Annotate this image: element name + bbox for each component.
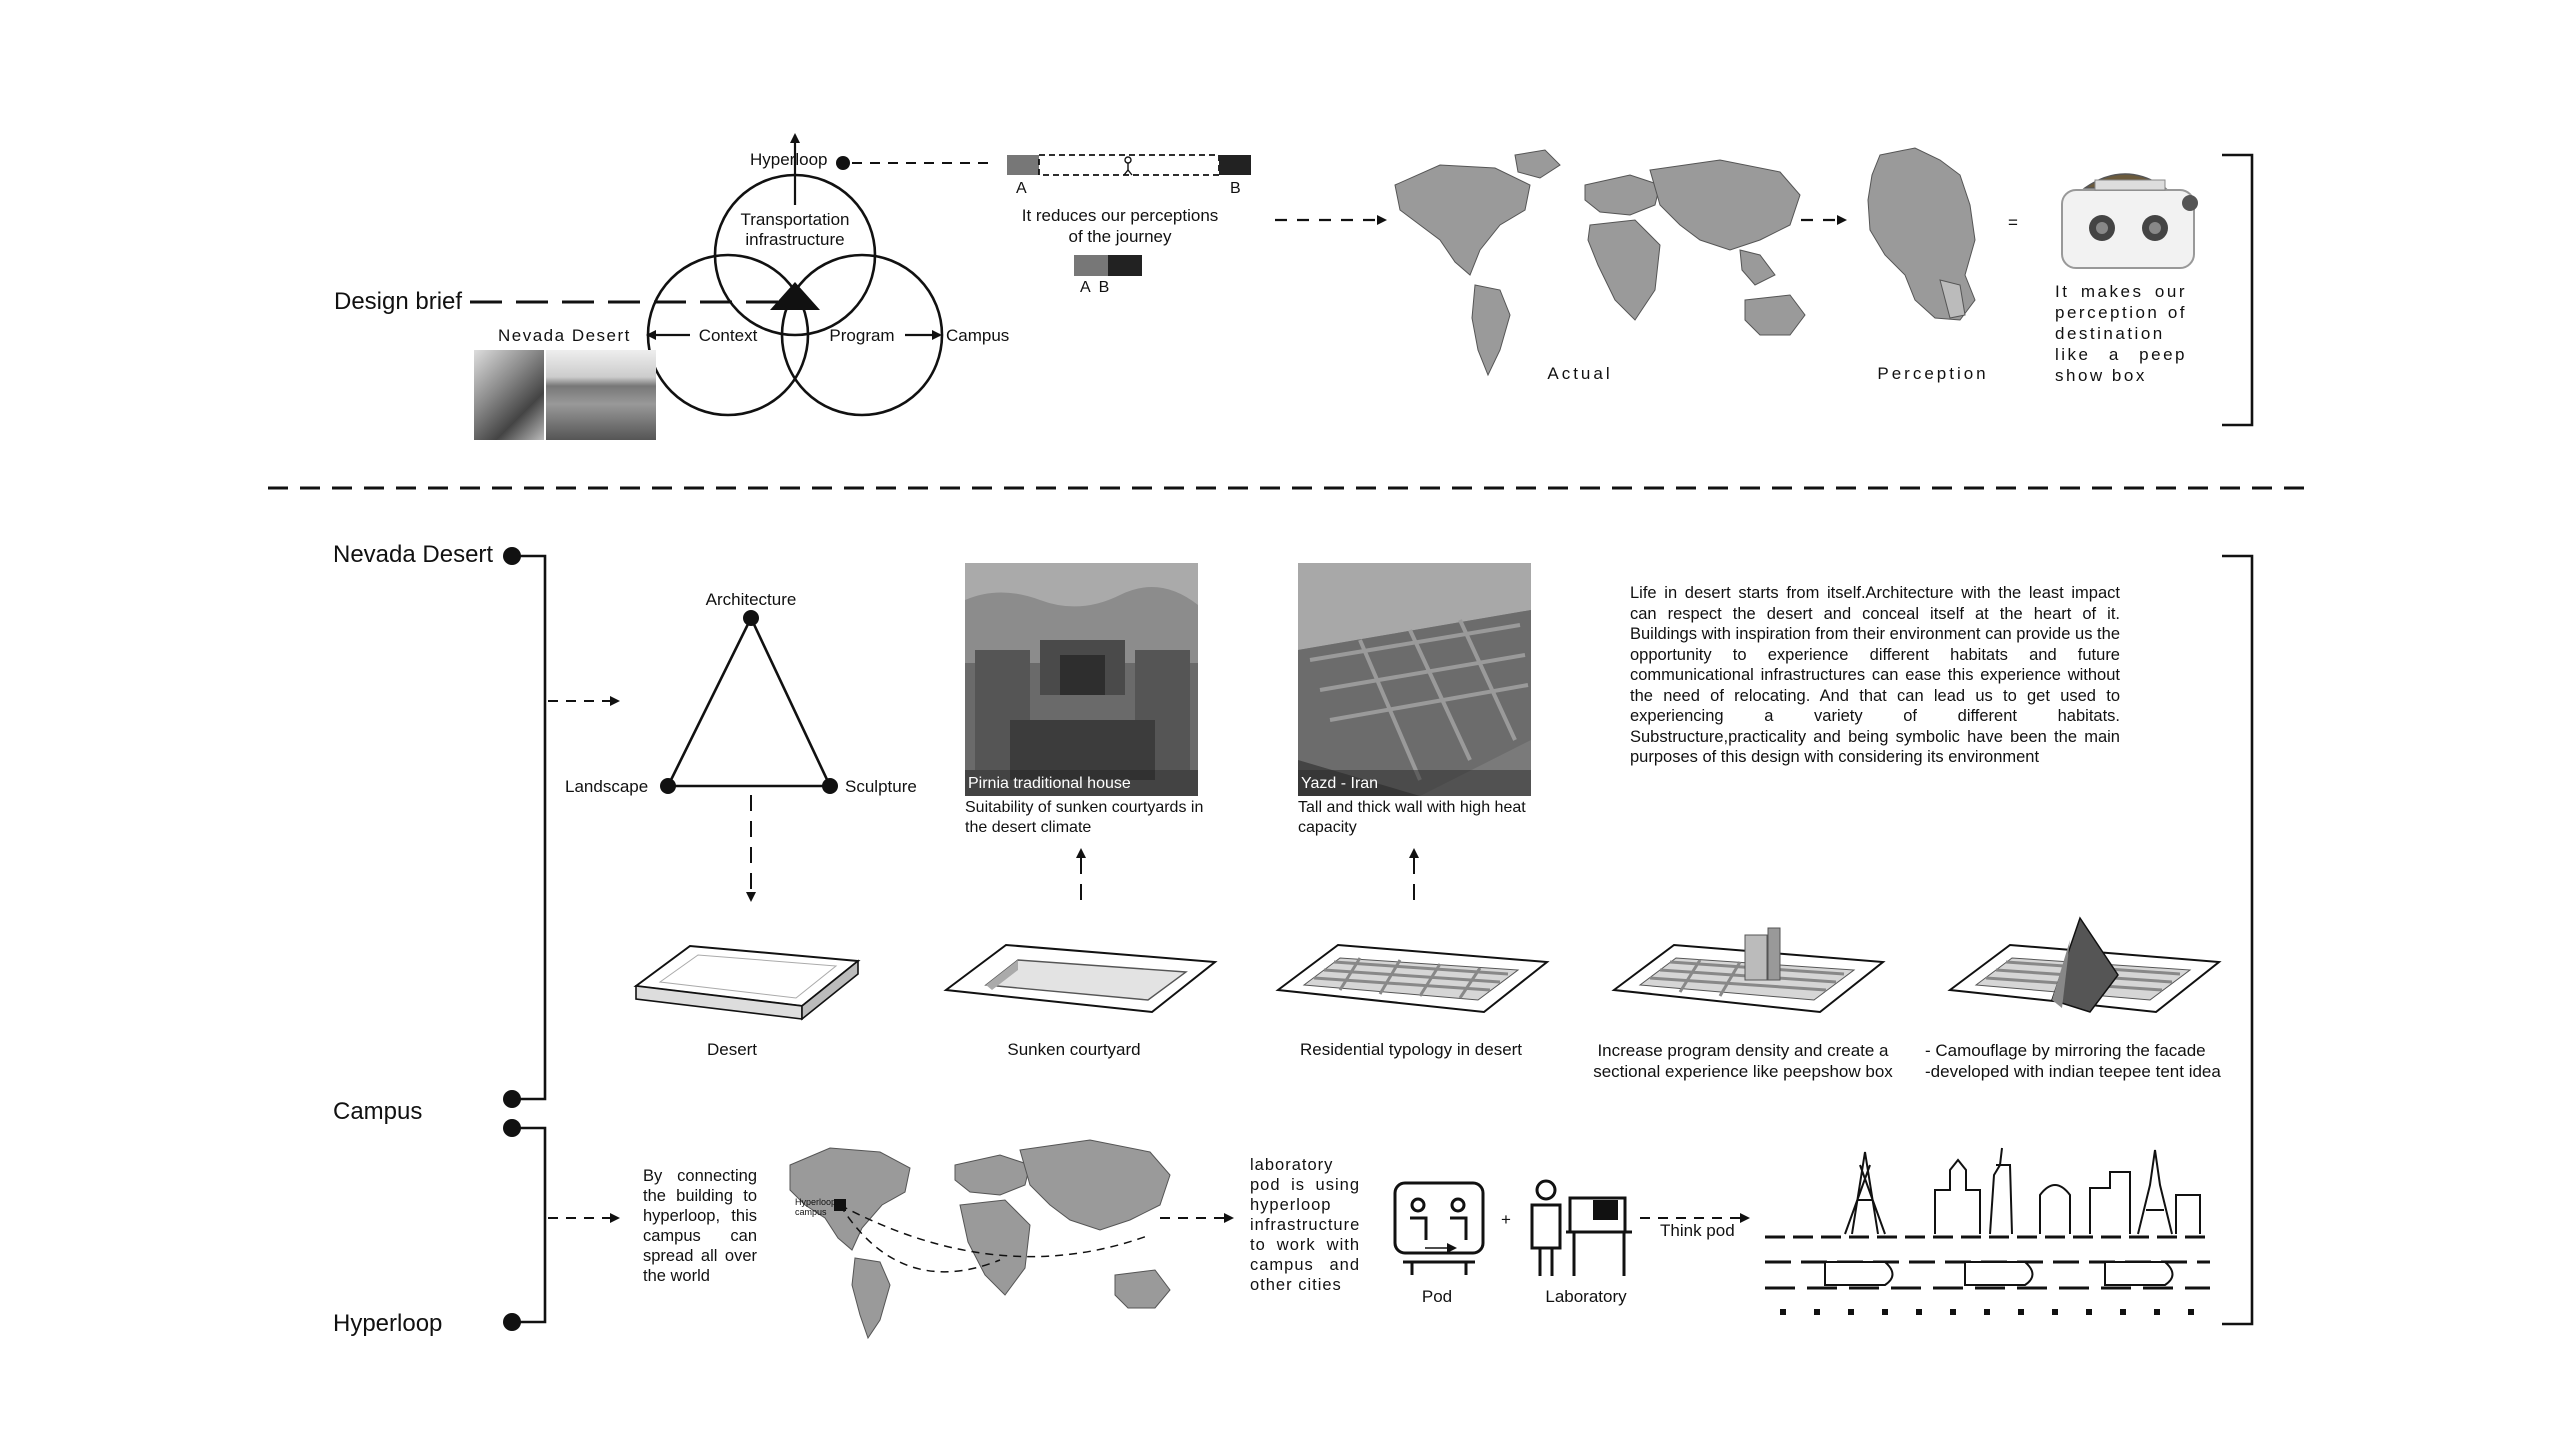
section-campus: Campus (333, 1098, 423, 1125)
photo-pirnia-house (965, 563, 1198, 796)
model-camouflage (1950, 918, 2219, 1012)
world-map-perception (1868, 148, 1975, 320)
triangle-diagram (660, 610, 838, 794)
step-label-density: Increase program density and create a sectional experience like peepshow box (1593, 1041, 1893, 1081)
peep-caption: It makes our perception of destination like a peep show box (2055, 282, 2187, 385)
triangle-label-architecture: Architecture (705, 590, 797, 609)
laboratory-icon (1532, 1181, 1632, 1276)
venn-label-transportation: Transportation infrastructure (740, 210, 850, 249)
teepee-photo (474, 350, 544, 440)
pod-icon (1395, 1183, 1483, 1275)
point-b-label: B (1230, 180, 1241, 197)
nevada-desert-label: Nevada Desert (498, 326, 631, 345)
section-timeline (512, 556, 545, 1322)
design-brief-label: Design brief (334, 288, 463, 315)
step-label-camouflage: - Camouflage by mirroring the facade -developed with indian teepee tent idea (1925, 1041, 2221, 1081)
model-desert (636, 946, 858, 1019)
section-hyperloop: Hyperloop (333, 1310, 443, 1337)
triangle-label-landscape: Landscape (565, 777, 649, 796)
photo-1-overlay: Pirnia traditional house (968, 775, 1131, 792)
model-sunken-courtyard (946, 945, 1215, 1012)
lab-monitor (1593, 1200, 1618, 1220)
laboratory-label: Laboratory (1545, 1287, 1627, 1306)
design-description: Life in desert starts from itself.Architecture with the least impact can respect the desert and conceal itself at the heart of it. Buildings with inspiration from their environment can provide us the opportunity to experience different habitats and future communicational infrastructures can ease this experience without the need of relocating. And that can lead us to get used to experiencing a variety of different habitats. Substructure,practicality and being symbolic have been the main purposes of this design with considering its environment (1630, 584, 2120, 766)
perception-map-label: Perception (1877, 364, 1989, 383)
section-nevada-desert: Nevada Desert (333, 541, 494, 568)
step-label-residential: Residential typology in desert (1299, 1040, 1523, 1059)
right-bracket-bottom (2222, 556, 2252, 1324)
plus-sign: + (1501, 1210, 1511, 1229)
connect-text: By connecting the building to hyperloop, this campus can spread all over the world (643, 1167, 757, 1285)
actual-map-label: Actual (1547, 364, 1613, 383)
hyperloop-trains (1825, 1262, 2173, 1285)
hyperloop-label: Hyperloop (750, 150, 828, 169)
think-pod-label: Think pod (1660, 1221, 1735, 1240)
pod-label: Pod (1421, 1287, 1453, 1306)
laboratory-text: laboratory pod is using hyperloop infrastructure to work with campus and other cities (1250, 1156, 1361, 1294)
photo-1-caption: Suitability of sunken courtyards in the desert climate (965, 799, 1204, 836)
right-bracket-top (2222, 155, 2252, 425)
journey-bar (1007, 155, 1251, 175)
desert-photo (546, 350, 656, 440)
venn-label-context: Context (698, 326, 758, 345)
point-a-label: A (1016, 180, 1027, 197)
model-density (1614, 928, 1883, 1012)
journey-small-ab: A B (1080, 279, 1110, 296)
photo-2-caption: Tall and thick wall with high heat capacity (1298, 799, 1526, 836)
photo-2-overlay: Yazd - Iran (1301, 775, 1379, 792)
timeline-dots (503, 547, 521, 1331)
map-campus-label: Hyperloop campus (795, 1197, 837, 1217)
venn-label-program: Program (829, 326, 895, 345)
peep-show-box-icon (2062, 174, 2198, 268)
step-label-sunken-courtyard: Sunken courtyard (1007, 1040, 1141, 1059)
triangle-label-sculpture: Sculpture (845, 777, 917, 796)
equals-sign: = (2008, 213, 2018, 232)
step-label-desert: Desert (706, 1040, 758, 1059)
model-residential (1278, 945, 1547, 1012)
hyperloop-dot (836, 156, 850, 170)
world-map-actual (1395, 150, 1805, 375)
venn-intersection (770, 282, 820, 310)
journey-bar-small (1074, 255, 1142, 276)
skyline-illustration (1845, 1148, 2200, 1234)
campus-label: Campus (946, 326, 1010, 345)
journey-caption: It reduces our perceptions of the journey (1021, 206, 1219, 246)
world-map-hyperloop (790, 1140, 1170, 1338)
photo-yazd (1298, 563, 1531, 796)
